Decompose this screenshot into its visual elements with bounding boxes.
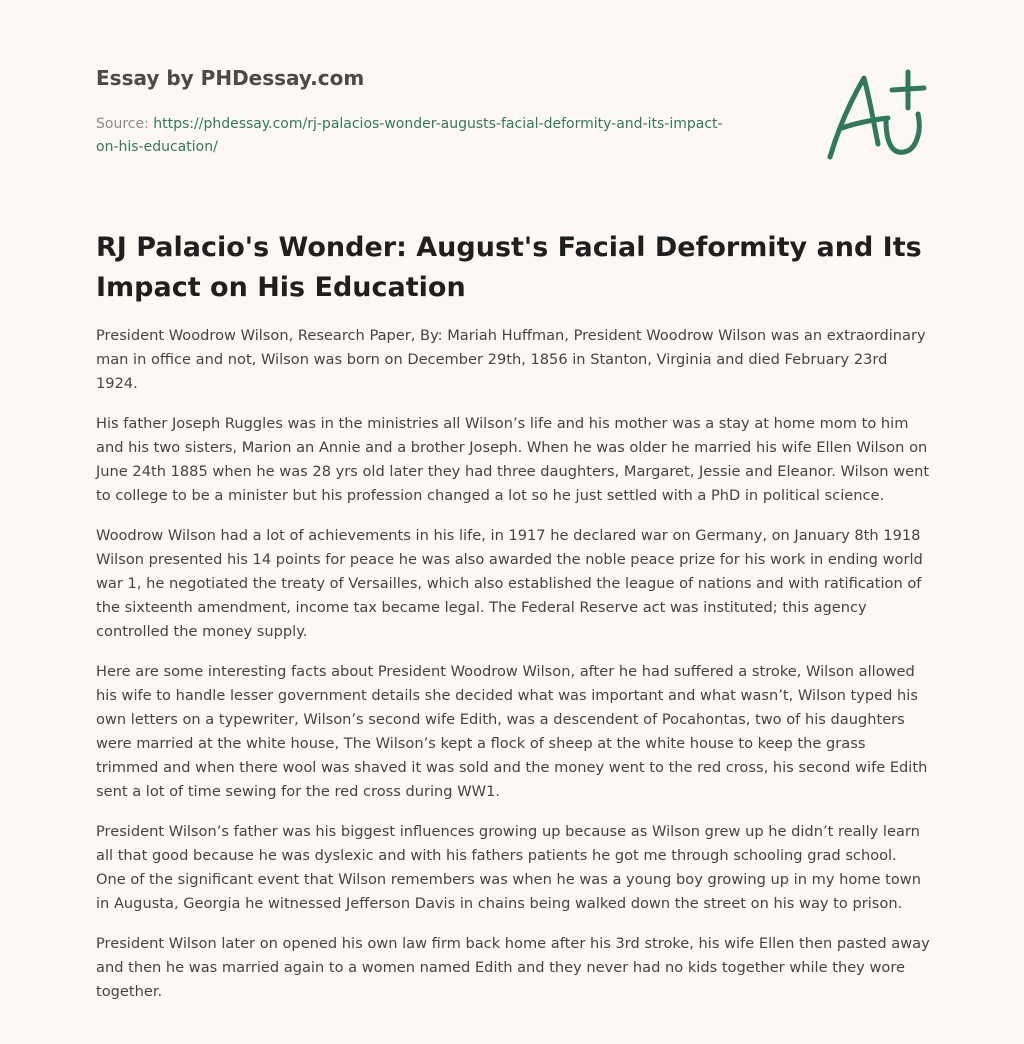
source-label: Source: <box>96 116 154 132</box>
site-brand: Essay by PHDessay.com <box>96 66 365 90</box>
essay-paragraph: President Wilson later on opened his own law firm back home after his 3rd stroke, his wife Ellen then pasted away and then he was married again to a women named Edith and they never had no kids together while they wore together. <box>96 935 930 1000</box>
essay-paragraph: Woodrow Wilson had a lot of achievements in his life, in 1917 he declared war on Germany, on January 8th 1918 Wilson presented his 14 points for peace he was also awarded the noble peace prize for his work in ending world war 1, he negotiated the treaty of Versailles, which also established the league of nations and with ratification of the sixteenth amendment, income tax became legal. The Federal Reserve act was instituted; this agency controlled the money supply. <box>96 527 923 640</box>
essay-paragraph: Here are some interesting facts about President Woodrow Wilson, after he had suffered a stroke, Wilson allowed his wife to handle lesser government details she decided what was important and what wasn’t, Wilson typed his own letters on a typewriter, Wilson’s second wife Edith, was a descendent of Pocahontas, two of his daughters were married at the white house, The Wilson’s kept a flock of sheep at the white house to keep the grass trimmed and when there wool was shaved it was sold and the money went to the red cross, his second wife Edith sent a lot of time sewing for the red cross during WW1. <box>96 663 928 800</box>
essay-paragraph: His father Joseph Ruggles was in the ministries all Wilson’s life and his mother was a stay at home mom to him and his two sisters, Marion an Annie and a brother Joseph. When he was older he married his wife Ellen Wilson on June 24th 1885 when he was 28 yrs old later they had three daughters, Margaret, Jessie and Eleanor. Wilson went to college to be a minister but his profession changed a lot so he just settled with a PhD in political science. <box>96 415 930 504</box>
essay-paragraph: President Wilson’s father was his biggest influences growing up because as Wilson grew up he didn’t really learn all that good because he was dyslexic and with his fathers patients he got me through schooling grad school. One of the significant event that Wilson remembers was when he was a young boy growing up in my home town in Augusta, Georgia he witnessed Jefferson Davis in chains being walked down the street on his way to prison. <box>96 823 921 912</box>
essay-title: RJ Palacio's Wonder: August's Facial Deformity and Its Impact on His Education <box>96 232 922 303</box>
source-link[interactable]: https://phdessay.com/rj-palacios-wonder-augusts-facial-deformity-and-its-impact-on-his-education/ <box>96 116 723 155</box>
essay-paragraph: President Woodrow Wilson, Research Paper, By: Mariah Huffman, President Woodrow Wilson was an extraordinary man in office and not, Wilson was born on December 29th, 1856 in Stanton, Virginia and died February 23rd 1924. <box>96 327 926 392</box>
essay-body <box>96 324 930 1020</box>
source-line <box>96 113 736 159</box>
a-plus-logo-icon <box>824 68 928 164</box>
